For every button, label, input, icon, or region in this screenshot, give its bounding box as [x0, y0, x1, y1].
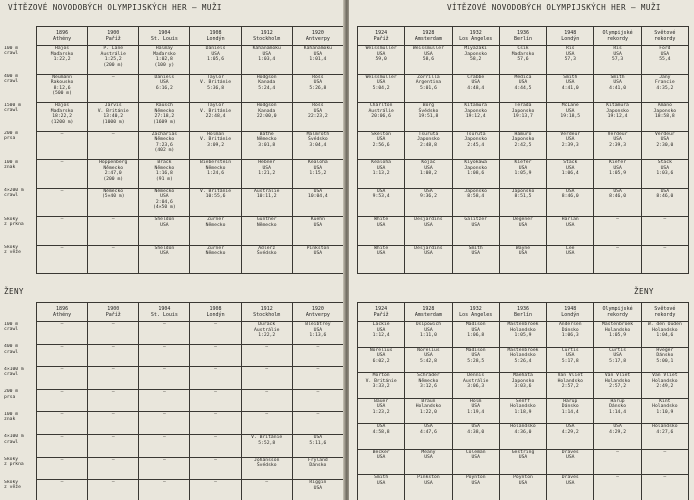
result-cell: Mastenbroek Holandsko 1:05,9 — [602, 322, 634, 339]
men-results-table-left — [2, 26, 344, 274]
table-row — [2, 131, 344, 160]
event-label: 100 m znak — [4, 159, 19, 170]
table-row — [2, 480, 344, 500]
result-cell: — — [663, 245, 667, 251]
result-cell: Ford USA 55,4 — [659, 46, 671, 63]
event-label: 100 m znak — [4, 411, 19, 423]
event-label: 4×100 m crawl — [4, 434, 24, 445]
result-cell: USA 9:53,4 — [372, 188, 390, 200]
result-cell: Durack Austrálie 1:22,2 — [254, 322, 280, 339]
result-cell: Poynton USA — [465, 475, 486, 486]
result-cell: Kint Holandsko 1:10,9 — [652, 398, 678, 415]
table-row — [358, 74, 689, 103]
column-header: 1904 St. Louis — [139, 27, 190, 46]
result-cell: Senff Holandsko 1:18,9 — [510, 398, 536, 415]
column-header: 1920 Antverpy — [292, 27, 343, 46]
result-cell: Verdeur USA 2:39,3 — [607, 131, 628, 148]
column-header: 1928 Amsterdam — [405, 27, 452, 46]
result-cell: Günther Německo — [256, 217, 277, 228]
result-cell: Kiefer USA 1:05,9 — [609, 160, 627, 177]
result-cell: — — [111, 389, 115, 395]
result-cell: — — [214, 367, 217, 373]
result-cell: — — [60, 344, 64, 350]
result-cell: Lee USA — [566, 245, 575, 257]
result-cell: — — [316, 344, 320, 350]
table-row — [358, 160, 689, 189]
result-cell: V. Británie 5:52,8 — [251, 434, 283, 446]
result-cell: — — [162, 344, 166, 350]
result-cell: — — [162, 412, 166, 418]
result-cell: — — [663, 475, 667, 480]
result-cell: Crabbe USA 4:48,4 — [467, 74, 485, 91]
column-header: 1948 Londýn — [547, 303, 594, 322]
result-cell: Hajos Maďarsko 18:22,2 (1200 m) — [50, 103, 74, 125]
result-cell: Desjardins USA — [414, 217, 443, 228]
event-label: 4×200 m crawl — [4, 188, 24, 199]
result-cell: Hajos Maďarsko 1:22,2 — [50, 46, 74, 63]
result-cell: — — [162, 389, 166, 395]
table-row — [358, 131, 689, 160]
table-row — [2, 344, 344, 367]
result-cell: — — [162, 434, 166, 440]
result-cell: Miyazaki Japonsko 58,2 — [464, 46, 487, 63]
result-cell: — — [111, 74, 115, 80]
result-cell: Norelius USA 6:02,2 — [369, 347, 393, 364]
result-cell: — — [111, 367, 115, 373]
result-cell: — — [616, 449, 619, 455]
result-cell: — — [214, 322, 217, 327]
event-label: 100 m crawl — [4, 45, 19, 56]
column-header: 1932 Los Angeles — [452, 27, 499, 46]
result-cell: Kitamura Japonsko 19:12,4 — [606, 103, 629, 120]
column-header: 1900 Paříž — [88, 303, 139, 322]
result-cell: — — [111, 217, 115, 222]
result-cell: — — [60, 412, 64, 418]
result-cell: — — [60, 480, 64, 486]
result-cell: — — [214, 412, 217, 418]
result-cell: Jany Francie 4:35,2 — [654, 74, 675, 91]
result-cell: Weissmüller USA 58,6 — [412, 46, 444, 63]
result-cell: — — [265, 367, 269, 373]
result-cell: — — [111, 131, 115, 137]
result-cell: Osipowich USA 1:11,0 — [415, 322, 442, 339]
column-header: 1932 Los Angeles — [452, 303, 499, 322]
result-cell: Harup Dánsko 1:14,4 — [561, 398, 579, 415]
column-header: 1928 Amsterdam — [405, 303, 452, 322]
result-cell: Kuehn USA — [310, 217, 325, 228]
table-row — [358, 46, 689, 75]
table-row — [358, 322, 689, 348]
result-cell: Tsuruta Japonsko 2:48,8 — [417, 131, 440, 148]
table-row — [2, 188, 344, 217]
result-cell: — — [162, 480, 166, 486]
column-header: Světové rekordy — [641, 303, 688, 322]
table-row — [2, 434, 344, 457]
left-page-header: VÍTĚZOVÉ NOVODOBÝCH OLYMPIJSKÝCH HER — MUŽI — [8, 3, 222, 12]
result-cell: Neumann Rakousko 8:12,6 (500 m) — [50, 74, 74, 97]
result-cell: Kahanamoku USA 1:03,4 — [252, 46, 281, 63]
result-cell: Ross USA 5:26,8 — [309, 74, 327, 91]
event-label: Skoky z prkna — [4, 457, 24, 468]
table-row — [358, 245, 689, 274]
result-cell: Holman V. Británie 3:09,2 — [200, 131, 232, 148]
table-row — [2, 103, 344, 132]
column-header: 1924 Paříž — [358, 303, 405, 322]
column-header: 1912 Stockholm — [241, 27, 292, 46]
result-cell: — — [616, 217, 619, 222]
table-row — [358, 188, 689, 217]
result-cell: Pinkston USA — [417, 475, 440, 486]
women-section-label-left: ŽENY — [4, 287, 24, 296]
result-cell: USA 8:46,0 — [561, 188, 579, 200]
result-cell: Csik Maďarsko 57,6 — [511, 46, 535, 63]
column-header: 1920 Antverpy — [292, 303, 343, 322]
table-row — [2, 389, 344, 412]
result-cell: Morton V. Británie 3:33,2 — [365, 373, 397, 390]
column-header: 1912 Stockholm — [241, 303, 292, 322]
column-header: 1900 Paříž — [88, 27, 139, 46]
result-cell: Weissmüller USA 5:04,2 — [365, 74, 397, 91]
table-row — [358, 347, 689, 373]
result-cell: Japonsko 8:51,5 — [511, 188, 535, 200]
result-cell: Mastenbroek Holandsko 1:05,9 — [507, 322, 539, 339]
column-header: Olympijské rekordy — [594, 27, 641, 46]
result-cell: Stack USA 1:03,6 — [656, 160, 674, 177]
result-cell: White USA — [374, 245, 389, 257]
result-cell: — — [265, 344, 269, 350]
result-cell: — — [214, 457, 217, 463]
result-cell: USA 8:46,0 — [609, 188, 627, 200]
result-cell: Taylor V. Británie 22:48,4 — [200, 103, 232, 120]
result-cell: Amano Japonsko 18:58,8 — [653, 103, 677, 120]
result-cell: Charlton Austrálie 20:06,6 — [368, 103, 394, 120]
result-cell: Fryland Dánsko — [308, 457, 328, 469]
result-cell: Hamuro Japonsko 2:42,5 — [511, 131, 535, 148]
result-cell: Degener USA — [513, 217, 533, 228]
result-cell: Becker USA — [372, 449, 390, 461]
right-page-header: VÍTĚZOVÉ NOVODOBÝCH OLYMPIJSKÝCH HER — MUŽI — [447, 3, 661, 12]
result-cell: Norelius USA 5:42,8 — [417, 347, 440, 364]
result-cell: Skelton USA 2:56,6 — [371, 131, 392, 148]
column-header: 1908 Londýn — [190, 303, 241, 322]
event-label: 200 m prsa — [4, 131, 19, 142]
result-cell: Hoppenberg Německo 2:47,0 (200 m) — [99, 160, 128, 182]
result-cell: Bauer USA 1:23,2 — [372, 398, 390, 415]
event-label: 100 m crawl — [4, 321, 19, 332]
result-cell: W. den Ouden Holandsko 1:04,6 — [647, 322, 682, 339]
result-cell: — — [60, 322, 64, 327]
result-cell: Kealoha USA 1:15,2 — [308, 160, 328, 177]
result-cell: Madison USA 1:06,8 — [465, 322, 486, 339]
result-cell: Daniels USA 1:05,6 — [205, 46, 226, 63]
table-row — [2, 367, 344, 390]
table-row — [358, 475, 689, 500]
event-label: 1500 m crawl — [4, 102, 21, 113]
result-cell: — — [162, 322, 166, 327]
left-page — [0, 0, 345, 500]
table-row — [358, 398, 689, 424]
result-cell: USA 10:04,4 — [308, 188, 328, 200]
result-cell: — — [616, 245, 619, 251]
result-cell: Harup Dánsko 1:14,4 — [609, 398, 627, 415]
result-cell: Kiefer USA 1:05,9 — [514, 160, 532, 177]
result-cell: — — [265, 412, 269, 418]
result-cell: Maehata Japonsko 3:03,6 — [511, 373, 535, 390]
result-cell: USA 4:47,6 — [419, 424, 437, 435]
result-cell: USA 5:11,6 — [309, 434, 327, 446]
column-header: Světové rekordy — [641, 27, 688, 46]
result-cell: Německo (5×40 m) — [101, 188, 125, 200]
event-label: 200 m prsa — [4, 389, 19, 400]
result-cell: Holandsko 4:27,6 — [652, 424, 678, 435]
event-label: Skoky z věže — [4, 245, 21, 256]
result-cell: Hveger Dánsko 5:00,1 — [656, 347, 674, 364]
result-cell: Curtis USA 5:17,8 — [561, 347, 579, 364]
result-cell: — — [214, 389, 217, 395]
table-row — [358, 217, 689, 246]
table-row — [2, 160, 344, 189]
table-row — [358, 424, 689, 450]
result-cell: Kealoha USA 1:13,2 — [371, 160, 392, 177]
result-cell: McLane USA 19:18,5 — [560, 103, 581, 120]
column-header: 1948 Londýn — [547, 27, 594, 46]
result-cell: — — [60, 160, 64, 165]
column-header: 1896 Athény — [37, 27, 88, 46]
result-cell: Wayne USA — [515, 245, 531, 257]
result-cell: Zorrilla Argentina 5:01,6 — [415, 74, 442, 91]
result-cell: — — [111, 344, 115, 350]
result-cell: Tsuruta Japonsko 2:45,4 — [464, 131, 487, 148]
result-cell: USA 4:29,2 — [609, 424, 627, 435]
result-cell: White USA — [374, 217, 389, 228]
result-cell: — — [60, 367, 64, 373]
table-row — [2, 217, 344, 246]
women-results-table-left — [2, 302, 344, 500]
result-cell: Harlan USA — [561, 217, 579, 228]
result-cell: Zacharias Německo 7:23,6 (402 m) — [151, 131, 178, 154]
result-cell: Jarvis V. Británie 13:40,2 (1000 m) — [97, 103, 129, 125]
event-label: 400 m crawl — [4, 74, 19, 85]
result-cell: — — [316, 389, 320, 395]
result-cell: Draves USA — [561, 449, 579, 461]
result-cell: USA 4:58,8 — [372, 424, 390, 435]
result-cell: Smith USA 4:41,0 — [609, 74, 627, 91]
result-cell: Curtis USA 5:17,8 — [609, 347, 627, 364]
result-cell: — — [111, 245, 115, 251]
result-cell: Brack Německo 1:16,8 (91 m) — [154, 160, 175, 182]
result-cell: Malmroth Švédsko 3:04,4 — [306, 131, 330, 148]
result-cell: Kahanamoku USA 1:01,4 — [303, 46, 332, 63]
result-cell: Terada Japonsko 19:13,7 — [511, 103, 535, 120]
result-cell: Johansson Švédsko — [254, 457, 280, 469]
event-label: Skoky z prkna — [4, 216, 24, 227]
table-row — [2, 412, 344, 435]
table-row — [2, 74, 344, 103]
result-cell: USA 8:46,0 — [656, 188, 674, 200]
result-cell: — — [111, 322, 115, 327]
result-cell: — — [663, 217, 667, 222]
result-cell: Ross USA 22:23,2 — [308, 103, 328, 120]
result-cell: — — [60, 131, 64, 137]
result-cell: Verdeur USA 2:30,0 — [654, 131, 675, 148]
column-header: 1936 Berlín — [499, 303, 546, 322]
result-cell: Bleibtrey USA 1:13,6 — [305, 322, 331, 339]
result-cell: Sheldon USA — [154, 217, 175, 228]
result-cell: USA 4:38,0 — [467, 424, 485, 435]
right-page — [349, 0, 694, 500]
table-row — [358, 103, 689, 132]
column-header: 1896 Athény — [37, 303, 88, 322]
result-cell: — — [265, 480, 269, 486]
result-cell: Van Vliet Holandsko 2:57,2 — [604, 373, 631, 390]
result-cell: — — [616, 475, 619, 480]
result-cell: — — [162, 367, 166, 373]
result-cell: — — [214, 344, 217, 350]
result-cell: Holandsko 4:36,0 — [510, 424, 536, 435]
result-cell: Hodgson Kanada 5:24,4 — [256, 74, 277, 91]
column-header: 1936 Berlín — [499, 27, 546, 46]
result-cell: Rausch Německo 27:18,2 (1609 m) — [153, 103, 176, 125]
event-label: 400 m crawl — [4, 344, 19, 355]
result-cell: Verdeur USA 2:39,3 — [560, 131, 581, 148]
women-results-table-right — [357, 302, 689, 500]
result-cell: — — [111, 457, 115, 463]
result-cell: Van Vliet Holandsko 2:57,2 — [557, 373, 583, 390]
result-cell: Taylor V. Británie 5:36,8 — [200, 74, 232, 91]
result-cell: Ris USA 57,3 — [611, 46, 624, 63]
column-header: 1908 Londýn — [190, 27, 241, 46]
result-cell: — — [60, 389, 64, 395]
result-cell: — — [316, 367, 320, 373]
result-cell: Austrálie 10:11,2 — [254, 188, 280, 200]
event-label: 4×100 m crawl — [4, 366, 24, 378]
result-cell: Madison USA 5:28,5 — [465, 347, 486, 364]
result-cell: Hebner USA 1:21,2 — [258, 160, 276, 177]
result-cell: — — [111, 480, 115, 486]
event-column-header — [2, 27, 37, 46]
result-cell: Zürner Německo — [205, 245, 226, 257]
result-cell: — — [316, 412, 320, 418]
result-cell: — — [60, 457, 64, 463]
result-cell: Holm USA 1:19,4 — [467, 398, 485, 415]
table-row — [358, 373, 689, 399]
result-cell: — — [265, 389, 269, 395]
result-cell: Van Vliet Holandsko 2:49,2 — [652, 373, 678, 390]
result-cell: — — [663, 449, 667, 455]
result-cell: Medica USA 4:44,5 — [514, 74, 532, 91]
result-cell: — — [60, 217, 64, 222]
result-cell: Zürner Německo — [205, 217, 226, 228]
column-header: 1924 Paříž — [358, 27, 405, 46]
result-cell: V. Británie 10:55,6 — [200, 188, 232, 200]
result-cell: Desjardins USA — [414, 245, 443, 257]
result-cell: Kojac USA 1:08,2 — [419, 160, 437, 177]
result-cell: — — [214, 434, 217, 440]
result-cell: Bathe Německo 3:01,8 — [256, 131, 277, 148]
result-cell: USA 4:29,2 — [561, 424, 579, 435]
table-row — [2, 457, 344, 480]
result-cell: Smith USA — [468, 245, 483, 257]
result-cell: Borg Švédsko 19:51,8 — [418, 103, 439, 120]
result-cell: Lackie USA 1:12,4 — [372, 322, 390, 339]
result-cell: — — [111, 412, 115, 418]
result-cell: — — [60, 245, 64, 251]
result-cell: Meany USA — [421, 449, 436, 461]
result-cell: Adlerz Švédsko — [256, 245, 277, 257]
result-cell: — — [111, 434, 115, 440]
column-header: 1904 St. Louis — [139, 303, 190, 322]
column-header: Olympijské rekordy — [594, 303, 641, 322]
result-cell: Smith USA 4:41,0 — [561, 74, 579, 91]
result-cell: Kiyokawa Japonsko 1:08,6 — [464, 160, 487, 177]
result-cell: Coleman USA — [465, 449, 486, 461]
result-cell: Braun Holandsko 1:22,0 — [415, 398, 442, 415]
table-row — [2, 322, 344, 345]
result-cell: P. Lane Austrálie 1:25,2 (200 m) — [100, 46, 126, 68]
table-row — [358, 449, 689, 475]
result-cell: Daniels USA 6:16,2 — [154, 74, 175, 91]
result-cell: — — [60, 188, 64, 194]
result-cell: — — [162, 457, 166, 463]
women-section-label-right: ŽENY — [634, 287, 654, 296]
result-cell: Hodgson Kanada 22:00,0 — [256, 103, 277, 120]
result-cell: — — [214, 480, 217, 486]
result-cell: Weissmüller USA 59,0 — [365, 46, 397, 63]
result-cell: Galitzer USA — [464, 217, 487, 228]
result-cell: Mastenbroek Holandsko 5:26,4 — [507, 347, 539, 364]
result-cell: Riggin USA — [309, 480, 327, 491]
result-cell: Sheldon USA — [154, 245, 175, 257]
result-cell: USA 9:36,2 — [419, 188, 437, 200]
result-cell: — — [60, 434, 64, 440]
result-cell: Dennis Austrálie 3:06,3 — [463, 373, 489, 390]
result-cell: Bieberstein Německo 1:24,6 — [200, 160, 232, 177]
result-cell: Draves USA — [561, 475, 579, 486]
result-cell: Německo USA 2:04,6 (4×50 m) — [153, 188, 176, 211]
result-cell: Smith USA — [374, 475, 389, 486]
result-cell: Schrader Německo 3:12,6 — [417, 373, 440, 390]
event-label: Skoky z věže — [4, 479, 21, 491]
men-results-table-right — [357, 26, 689, 274]
event-column-header — [2, 303, 37, 322]
result-cell: Gestring USA — [511, 449, 535, 461]
result-cell: Ris USA 57,3 — [564, 46, 576, 63]
table-row — [2, 245, 344, 274]
result-cell: Poynton USA — [513, 475, 533, 486]
result-cell: Kitamura Japonsko 19:12,4 — [464, 103, 487, 120]
table-row — [2, 46, 344, 75]
result-cell: Stack USA 1:06,4 — [561, 160, 579, 177]
result-cell: Japonsko 8:58,4 — [464, 188, 487, 200]
result-cell: Pinkston USA — [306, 245, 330, 257]
result-cell: Andersen Dánsko 1:06,3 — [558, 322, 582, 339]
result-cell: Halmay Maďarsko 1:02,8 (100 y) — [153, 46, 176, 68]
